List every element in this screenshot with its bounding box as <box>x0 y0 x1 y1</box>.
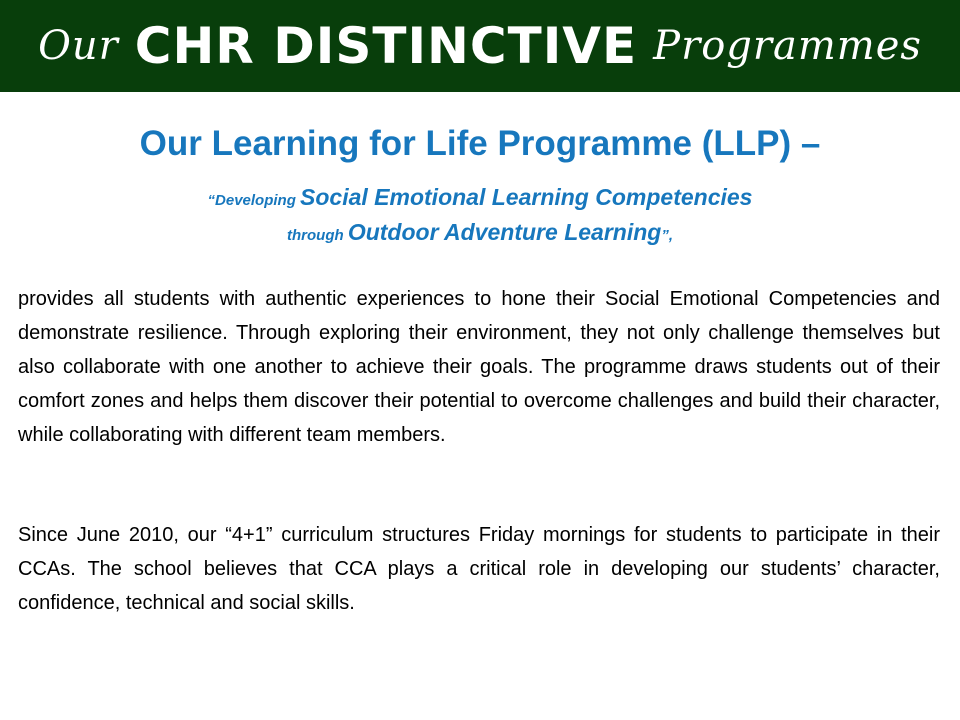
subtitle-close: ”, <box>661 227 673 244</box>
subtitle-open: “Developing <box>207 192 301 209</box>
programme-subtitle-line1 <box>0 184 960 211</box>
subtitle-outdoor: Outdoor Adventure Learning <box>347 219 662 245</box>
subtitle-main: Social Emotional Learning Competencies <box>300 184 753 210</box>
programme-title: Our Learning for Life Programme (LLP) – <box>139 124 821 163</box>
banner-suffix: Programmes <box>653 23 922 69</box>
title-banner <box>0 0 960 92</box>
body-paragraph-2: Since June 2010, our “4+1” curriculum structures Friday mornings for students to participate in their CCAs. The school believes that CCA plays a critical role in developing our students’ character, confidence, technical and social skills. <box>18 524 940 614</box>
programme-subtitle-line2 <box>0 219 960 246</box>
banner-prefix: Our <box>38 23 119 69</box>
banner-main-title: CHR DISTINCTIVE <box>134 17 638 75</box>
subtitle-through: through <box>287 227 348 244</box>
body-paragraph-1: provides all students with authentic experiences to hone their Social Emotional Competencies and demonstrate resilience. Through exploring their environment, they not only challenge themselves but also collaborate with one another to achieve their goals. The programme draws students out of their comfort zones and helps them discover their potential to overcome challenges and build their character, while collaborating with different team members. <box>18 288 940 446</box>
